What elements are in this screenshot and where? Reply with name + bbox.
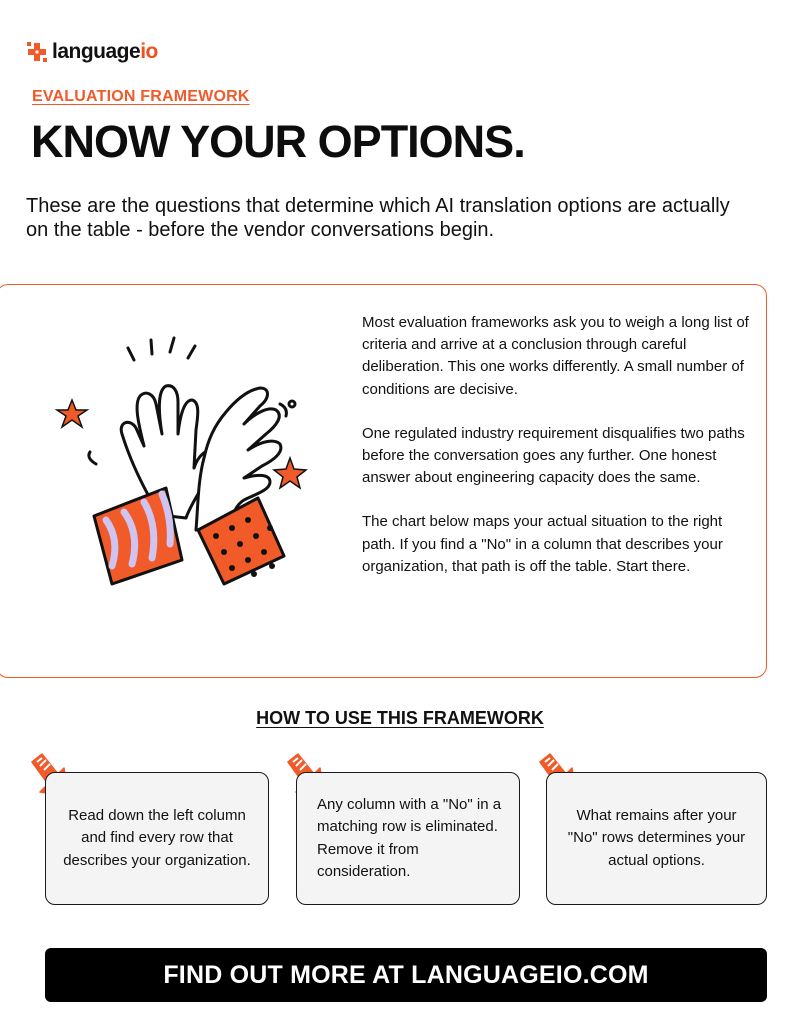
intro-paragraph: One regulated industry requirement disqualifies two paths before the conversation goes any further. One honest answer about engineering capacity does the same. [362,424,745,487]
step-card-1 [45,772,269,905]
cta-button[interactable]: FIND OUT MORE AT LANGUAGEIO.COM [45,948,767,1002]
eyebrow-label: EVALUATION FRAMEWORK [32,88,250,105]
intro-text [362,312,754,600]
step-text: Read down the left column and find every row that describes your organization. [63,806,251,869]
howto-title: HOW TO USE THIS FRAMEWORK [256,708,544,728]
intro-paragraph: The chart below maps your actual situation to the right path. If you find a "No" in a column that describes your organization, that path is off the table. Start there. [362,513,723,575]
logo-mark-icon [26,41,48,63]
step-card-3 [546,772,767,905]
high-five-hands-icon [48,330,318,600]
step-card-2 [296,772,520,905]
lede-text: These are the questions that determine which AI translation options are actually on the table - before the vendor conversations begin. [26,195,730,241]
step-text: What remains after your "No" rows determines your actual options. [567,806,746,869]
logo-wordmark: languageio [52,40,158,63]
step-text: Any column with a "No" in a matching row is eliminated. Remove it from consideration. [317,795,502,880]
brand-logo[interactable] [26,40,158,64]
intro-paragraph: Most evaluation frameworks ask you to weigh a long list of criteria and arrive at a conclusion through careful deliberation. This one works differently. A small number of conditions are decisive. [362,314,749,398]
page-title: KNOW YOUR OPTIONS. [31,116,525,167]
